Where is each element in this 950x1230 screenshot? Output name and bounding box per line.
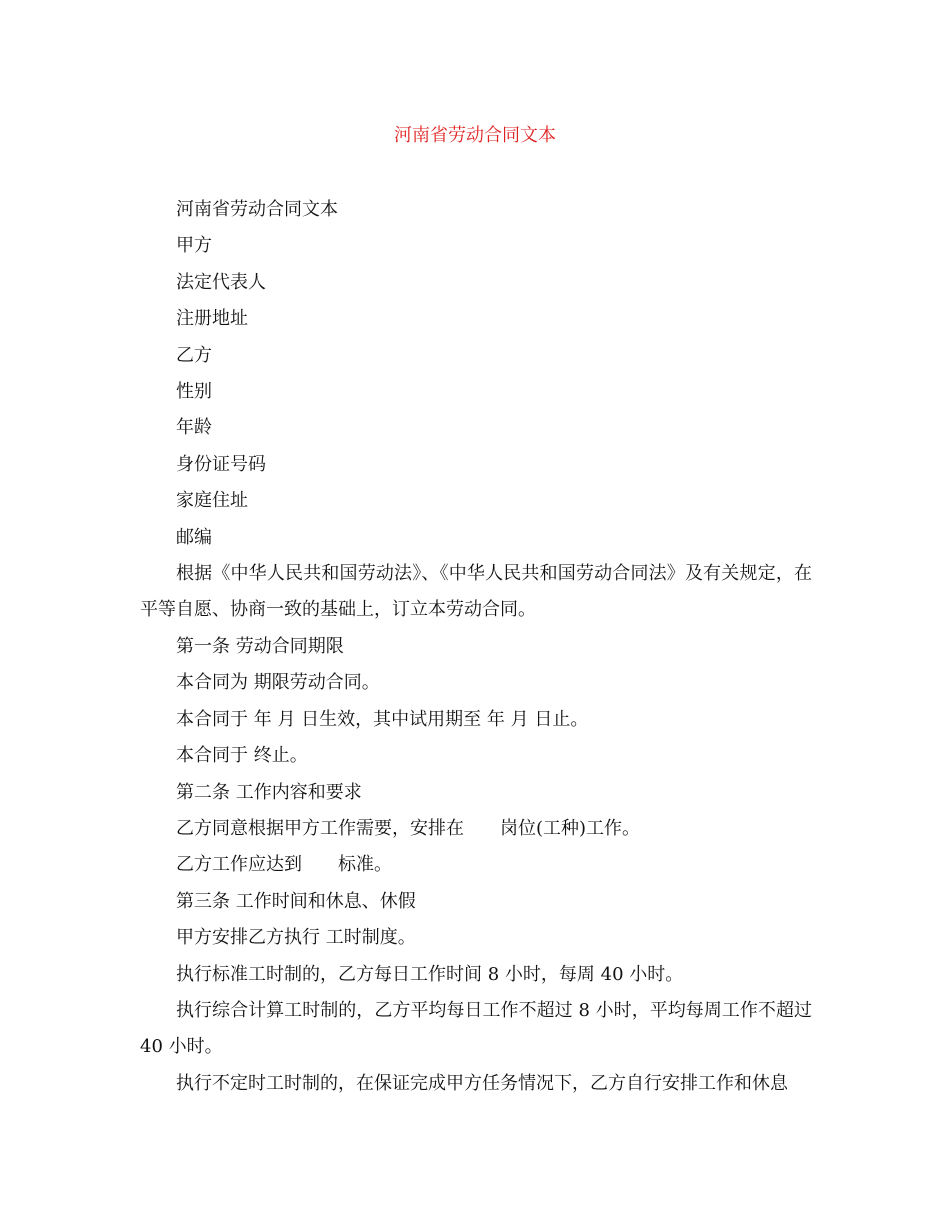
paragraph-termination: 本合同于 终止。	[176, 745, 308, 767]
paragraph-preamble: 根据《中华人民共和国劳动法》、《中华人民共和国劳动合同法》及有关规定，在平等自愿、协商一致的基础上，订立本劳动合同。	[140, 563, 812, 621]
paragraph-doc-heading: 河南省劳动合同文本	[176, 199, 338, 220]
paragraph-age: 年龄	[176, 417, 212, 439]
paragraph-comprehensive-hours: 执行综合计算工时制的，乙方平均每日工作不超过 8 小时，平均每周工作不超过 40 小时。	[140, 999, 812, 1058]
paragraph-id-number: 身份证号码	[176, 453, 266, 475]
paragraph-legal-representative: 法定代表人	[176, 271, 266, 293]
paragraph-article-1-heading: 第一条 劳动合同期限	[176, 635, 344, 657]
paragraph-home-address: 家庭住址	[176, 490, 248, 512]
document-title: 河南省劳动合同文本	[394, 125, 556, 146]
document-body	[140, 192, 812, 1102]
paragraph-party-a: 甲方	[176, 235, 212, 257]
paragraph-working-hours-system: 甲方安排乙方执行 工时制度。	[176, 927, 416, 949]
paragraph-article-2-heading: 第二条 工作内容和要求	[176, 781, 362, 803]
paragraph-contract-type: 本合同为 期限劳动合同。	[176, 672, 380, 694]
paragraph-party-b: 乙方	[176, 344, 212, 366]
paragraph-postcode: 邮编	[176, 526, 212, 548]
paragraph-work-standard: 乙方工作应达到 标准。	[176, 854, 392, 876]
paragraph-job-position: 乙方同意根据甲方工作需要，安排在 岗位(工种)工作。	[176, 817, 641, 839]
paragraph-flexible-hours: 执行不定时工时制的，在保证完成甲方任务情况下，乙方自行安排工作和休息	[176, 1072, 788, 1094]
paragraph-gender: 性别	[176, 381, 212, 403]
paragraph-article-3-heading: 第三条 工作时间和休息、休假	[176, 890, 416, 912]
paragraph-standard-hours: 执行标准工时制的，乙方每日工作时间 8 小时，每周 40 小时。	[176, 963, 684, 985]
paragraph-effective-date: 本合同于 年 月 日生效，其中试用期至 年 月 日止。	[176, 708, 589, 730]
paragraph-registered-address: 注册地址	[176, 308, 248, 330]
